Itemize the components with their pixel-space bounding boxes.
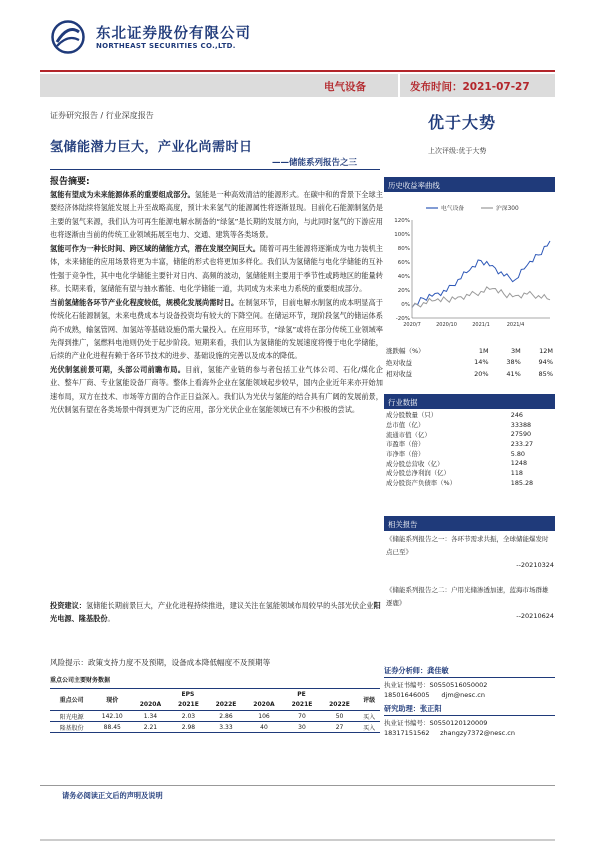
- chart-legend: [426, 204, 519, 212]
- table-row: [384, 468, 555, 478]
- industry-table: [384, 410, 555, 488]
- table-row: [384, 478, 555, 488]
- financials-title: 重点公司主要财务数据: [50, 677, 111, 684]
- cell: 70: [283, 711, 321, 722]
- cell: 流通市值（亿）: [386, 430, 431, 439]
- series-line: [412, 241, 550, 308]
- cell: 买入: [358, 711, 380, 722]
- paragraph: [50, 188, 383, 242]
- table-row: [384, 420, 555, 430]
- cell: 阳光电源: [50, 711, 93, 722]
- related-report[interactable]: [386, 584, 554, 623]
- investment-end: 。: [107, 614, 115, 624]
- col-rating: 评级: [358, 689, 380, 711]
- cell: 2.21: [131, 722, 169, 733]
- analyst-title: [384, 666, 555, 676]
- title-rule: [50, 169, 380, 170]
- cell: 50: [321, 711, 359, 722]
- year-cell: 2020A: [245, 700, 283, 711]
- cell: 2.03: [170, 711, 208, 722]
- related-report-title[interactable]: 《储能系列报告之二：户用光储渗透加速，蓝海市场群雄逐鹿》: [386, 586, 549, 607]
- chart-axes: [394, 218, 550, 328]
- header-rule: [40, 70, 555, 72]
- table-row: [384, 429, 555, 439]
- cell: 40: [245, 722, 283, 733]
- series-line: [412, 287, 550, 308]
- disclaimer: 请务必阅读正文后的声明及说明: [62, 791, 163, 800]
- analyst-role: 证券分析师：: [384, 666, 428, 675]
- paragraph-text: 随着可再生能源将逐渐成为电力装机主体，未来储能的应用场景将更为丰富，储能的形式也将更加多样化。我们认为氢储能与电化学储能的互补性强于竞争性，其中电化学储能主要针对日内、高频的波动，氢储能则主要用于季节性或跨地区的能量转移。长期来看，氢储能有望与抽水蓄能、电化学储能一道，共同成为未来电力系统的重要组成部分。: [50, 243, 383, 294]
- last-rating: 上次评级:优于大势: [428, 147, 487, 155]
- paragraph-lead: 光伏制氢前景可期，头部公司前瞻布局。: [50, 364, 186, 374]
- company-name-en: NORTHEAST SECURITIES CO.,LTD.: [96, 42, 236, 50]
- table-row: [384, 410, 555, 420]
- analyst-name: 张正阳: [419, 704, 442, 713]
- legend-label: 电气设备: [441, 206, 465, 212]
- y-tick-label: 40%: [397, 274, 410, 280]
- table-row: [50, 722, 380, 733]
- company-logo-icon: [51, 20, 85, 54]
- financials-table: [50, 688, 380, 733]
- cell: 1.34: [131, 711, 169, 722]
- cell: 246: [510, 410, 523, 419]
- cell: 5.80: [510, 449, 525, 458]
- paragraph-lead: 氢能可作为一种长时间、跨区域的储能方式，潜在发展空间巨大。: [50, 243, 260, 253]
- col-price: 现价: [93, 689, 131, 711]
- analyst-phone: 18317151562: [384, 728, 430, 737]
- x-tick-label: 2021/4: [506, 322, 525, 328]
- analyst-cert: 执业证书编号：S0550516050002: [384, 681, 488, 689]
- analyst-contact: [384, 691, 555, 702]
- analyst-role: 研究助理：: [384, 704, 420, 713]
- paragraph-text: 氢能是一种高效清洁的能源形式。在碳中和的背景下全球主要经济体陆续将氢能发展上升至战略高度，预计未来氢气的能源属性将逐渐显现。目前化石能源制氢仍是主要的氢气来源，我们认为可再生能源电解水制备的“绿氢”是长期的发展方向，与此同时氢气的下游应用也将逐渐由当前的传统工业领域拓展至电力、交通、建筑等各类场景。: [50, 190, 383, 240]
- table-row: [384, 368, 555, 380]
- paragraph: [50, 363, 383, 417]
- cell: 绝对收益: [386, 358, 412, 367]
- cell: 成分股总净利润（亿）: [386, 469, 450, 478]
- cell: 142.10: [93, 711, 131, 722]
- cell: 市盈率（倍）: [386, 440, 425, 449]
- year-cell: 2021E: [170, 700, 208, 711]
- year-cell: 2020A: [131, 700, 169, 711]
- paragraph-lead: 当前氢储能各环节产业化程度较低，规模化发展尚需时日。: [50, 297, 239, 307]
- cell: 隆基股份: [50, 722, 93, 733]
- cell: 成分股数量（只）: [386, 411, 438, 420]
- summary-body: [50, 188, 383, 417]
- cell: 118: [510, 468, 523, 477]
- investment-advice: [50, 599, 383, 626]
- cell: 成分股资产负债率（%）: [386, 479, 456, 488]
- cell: 233.27: [510, 439, 534, 448]
- cell: 市净率（倍）: [386, 450, 425, 459]
- analyst-block: [384, 666, 555, 739]
- y-tick-label: 100%: [394, 232, 410, 238]
- table-row: [384, 458, 555, 468]
- cell: 14%: [474, 358, 489, 367]
- cell: 3.33: [207, 722, 245, 733]
- cell: 2.86: [207, 711, 245, 722]
- sector-label: 电气设备: [324, 81, 366, 93]
- history-chart: [384, 200, 555, 340]
- related-report-date: --20210624: [516, 612, 554, 620]
- cell: 成分股总营收（亿）: [386, 459, 444, 468]
- cell: 30: [283, 722, 321, 733]
- table-row: [384, 449, 555, 459]
- footer-rule: [40, 785, 555, 786]
- analyst-contact: [384, 729, 555, 740]
- cell: 相对收益: [386, 370, 412, 379]
- cell: 1248: [510, 459, 528, 468]
- related-heading: 相关报告: [384, 516, 555, 531]
- table-row: [384, 357, 555, 369]
- table-header-row: [50, 689, 380, 700]
- cell: 3M: [511, 346, 521, 355]
- publish-date: 发布时间：2021-07-27: [410, 81, 530, 93]
- related-report[interactable]: [386, 533, 554, 572]
- cell: 106: [245, 711, 283, 722]
- analyst-name: 龚佳敏: [427, 666, 449, 675]
- cell: 总市值（亿）: [386, 421, 425, 430]
- analyst-email[interactable]: djm@nesc.cn: [441, 690, 485, 699]
- page-title: 氢储能潜力巨大，产业化尚需时日: [50, 140, 253, 155]
- cell: 38%: [506, 358, 521, 367]
- paragraph-text: 目前，氢能产业链的参与者包括工业气体公司、石化/煤化企业、整车厂商、专业氢能设备厂商等。整体上看海外企业在氢能领域起步较早，国内企业近年来亦开始加速布局，双方在技术、市场等方面的合作正日益深入。我们认为光伏与氢能的结合具有广阔的发展前景，光伏制氢有望在各类场景中得到更为广泛的应用，部分光伏企业在氢能领域已有不少积极的尝试。: [50, 364, 383, 415]
- history-heading: 历史收益率曲线: [384, 177, 555, 192]
- cell: 买入: [358, 722, 380, 733]
- returns-table: [384, 345, 555, 380]
- cell: 185.28: [510, 478, 534, 487]
- table-row: [50, 711, 380, 722]
- industry-heading: 行业数据: [384, 394, 555, 409]
- col-eps: EPS: [131, 689, 245, 700]
- y-tick-label: 120%: [394, 218, 410, 224]
- report-type: 证券研究报告 / 行业深度报告: [50, 111, 154, 120]
- cell: 33388: [510, 420, 532, 429]
- cell: 27: [321, 722, 359, 733]
- cell: 88.45: [93, 722, 131, 733]
- cell: 94%: [538, 358, 553, 367]
- legend-label: 沪深300: [496, 206, 519, 212]
- analyst-email[interactable]: zhangzy7372@nesc.cn: [440, 728, 515, 737]
- col-pe: PE: [245, 689, 359, 700]
- x-tick-label: 2020/7: [403, 322, 421, 328]
- year-cell: 2022E: [321, 700, 359, 711]
- analyst-phone: 18501646005: [384, 690, 430, 699]
- related-report-date: --20210324: [516, 561, 554, 569]
- cell: 2.98: [170, 722, 208, 733]
- cell: 85%: [538, 369, 553, 378]
- analyst-title: [384, 704, 555, 714]
- investment-lead: 投资建议：: [50, 601, 86, 610]
- investment-highlight: 阳光电源、隆基股份: [50, 601, 381, 624]
- table-header-row: [384, 345, 555, 357]
- cell: 27590: [510, 430, 532, 439]
- y-tick-label: 20%: [397, 288, 410, 294]
- summary-heading: 报告摘要:: [50, 177, 90, 187]
- col-company: 重点公司: [50, 689, 93, 711]
- analyst-rule: [384, 677, 555, 678]
- paragraph: [50, 296, 383, 363]
- year-cell: 2022E: [207, 700, 245, 711]
- y-tick-label: 80%: [397, 246, 410, 252]
- analyst-rule: [384, 715, 555, 716]
- cell: 20%: [474, 369, 489, 378]
- x-tick-label: 2020/10: [436, 322, 457, 328]
- cell: 涨跌幅（%）: [386, 347, 425, 356]
- y-tick-label: 60%: [397, 260, 410, 266]
- table-row: [384, 439, 555, 449]
- investment-text: 氢储能长期前景巨大，产业化进程持续推进，建议关注在氢能领域布局较早的头部光伏企业: [85, 601, 374, 610]
- analyst-cert: 执业证书编号：S0550120120009: [384, 719, 488, 727]
- y-tick-label: -20%: [395, 316, 410, 322]
- year-cell: 2021E: [283, 700, 321, 711]
- chart-lines: [412, 241, 550, 308]
- paragraph-text: 在制氢环节，目前电解水制氢的成本明显高于传统化石能源制氢，未来电费成本与设备投资均有较大的下降空间。在储运环节，现阶段氢气的储运体系尚不成熟，输氢管网、加氢站等基础设施仍需大量投入。在应用环节，“绿氢”或将在部分传统工业领域率先得到推广，氢燃料电池则仍处于起步阶段。短期来看，我们认为氢储能的发展速度将慢于电化学储能，后续的产业化进程有赖于各环节技术的进步、基础设施的完善以及成本的降低。: [50, 297, 383, 361]
- page-subtitle: ——储能系列报告之三: [272, 158, 358, 168]
- cell: 12M: [539, 346, 553, 355]
- x-tick-label: 2021/1: [472, 322, 490, 328]
- cell: 41%: [506, 369, 521, 378]
- related-report-title[interactable]: 《储能系列报告之一：各环节需求共振，全球储能爆发时点已至》: [386, 535, 549, 556]
- risk-notice: 风险提示：政策支持力度不及预期，设备成本降低幅度不及预期等: [50, 658, 271, 667]
- cell: 1M: [478, 346, 489, 355]
- y-tick-label: 0%: [401, 302, 410, 308]
- company-name-cn: 东北证券股份有限公司: [96, 26, 251, 42]
- header-separator: [398, 74, 400, 97]
- rating: 优于大势: [428, 113, 497, 132]
- paragraph-lead: 氢能有望成为未来能源体系的重要组成部分。: [50, 190, 195, 199]
- paragraph: [50, 242, 383, 296]
